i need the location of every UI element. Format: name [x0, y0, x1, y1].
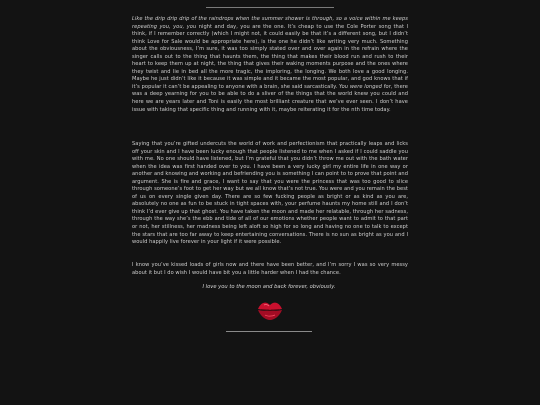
top-divider [206, 7, 334, 8]
paragraph-1-text-b: , there was a deep yearning for you to be able to do a sliver of the things that the world knew you could and here we are years later and Toni is easily the most brilliant creature that we’ve ever seen. I don’t have issue with taking that specific thing and running with it, maybe reiterating it for the nth time today. [132, 83, 408, 113]
paragraph-1-text-a: night and day, you are the one. It’s cheap to use the Cole Porter song that I think, if I remember correctly (which I might not, it could easily be that it’s a different song, but I didn’t think Love for Sale would be appropriate here), is the one he didn’t like writing very much. Something about the obviousness, I’m sure, it was too simply stated over and over again in the refrain where the singer calls out to the thing that haunts them, the thing that makes their blood run and rush to their heart to keep them up at night, the thing that gives their waking moments purpose and the ones where they twist and lie in bed all the more tragic, the imploring, the longing. We both love a good longing. Maybe he just didn’t like it because it was simple and it became the most popular, and god knows that if it’s popular it can’t be appealing to anyone with a brain, she said sarcastically. [132, 23, 408, 90]
signoff-line: I love you to the moon and back forever, obviously. [202, 284, 336, 290]
post-paragraph-2: Saying that you’re gifted undercuts the world of work and perfectionism that practically leaps and licks off your skin and I have been lucky enough that people listened to me when I asked if I could saddle you with me. No one should have listened, but I’m grateful that you didn’t throw me out with the bath water when the idea was first handed over to you. I have been a very lucky girl my entire life in one way or another and knowing and working and befriending you is something I can point to to prove that point and argument. She is fire and grace, I want to say that you were the princess that was too good to slice through someone’s foot to get her way but we all know that’s not true. You were and you remain the best of us on every single given day. There are so few fucking people as bright or as kind as you are, absolutely no one as fun to be stuck in tight spaces with, your perfume haunts my home still and I don’t think I’d ever give up that ghost. You have taken the moon and made her relatable, through her sadness, through the way she’s the ebb and tide of all of our emotions whether people want to admit to that part or not, her stillness, her madness being left aloft so high for so long and having no one to talk to except the stars that are too far away to keep entertaining conversations. There is no sun as bright as you and I would happily live forever in your light if it were possible. [132, 141, 408, 246]
intro-italic-text: Like the drip drip drip of the raindrops when the summer shower is through, so a voice within me keeps repeating you, you, you [132, 16, 408, 30]
post-paragraph-1 [132, 16, 408, 114]
post-paragraph-3: I know you’ve kissed loads of girls now and there have been better, and I’m sorry I was so very messy about it but I do wish I would have bit you a little harder when I had the chance. [132, 262, 408, 276]
post-container [128, 0, 410, 405]
lips-kiss-icon [256, 298, 284, 322]
bottom-divider [226, 331, 312, 332]
longed-for-italic-text: You were longed for [339, 83, 391, 90]
